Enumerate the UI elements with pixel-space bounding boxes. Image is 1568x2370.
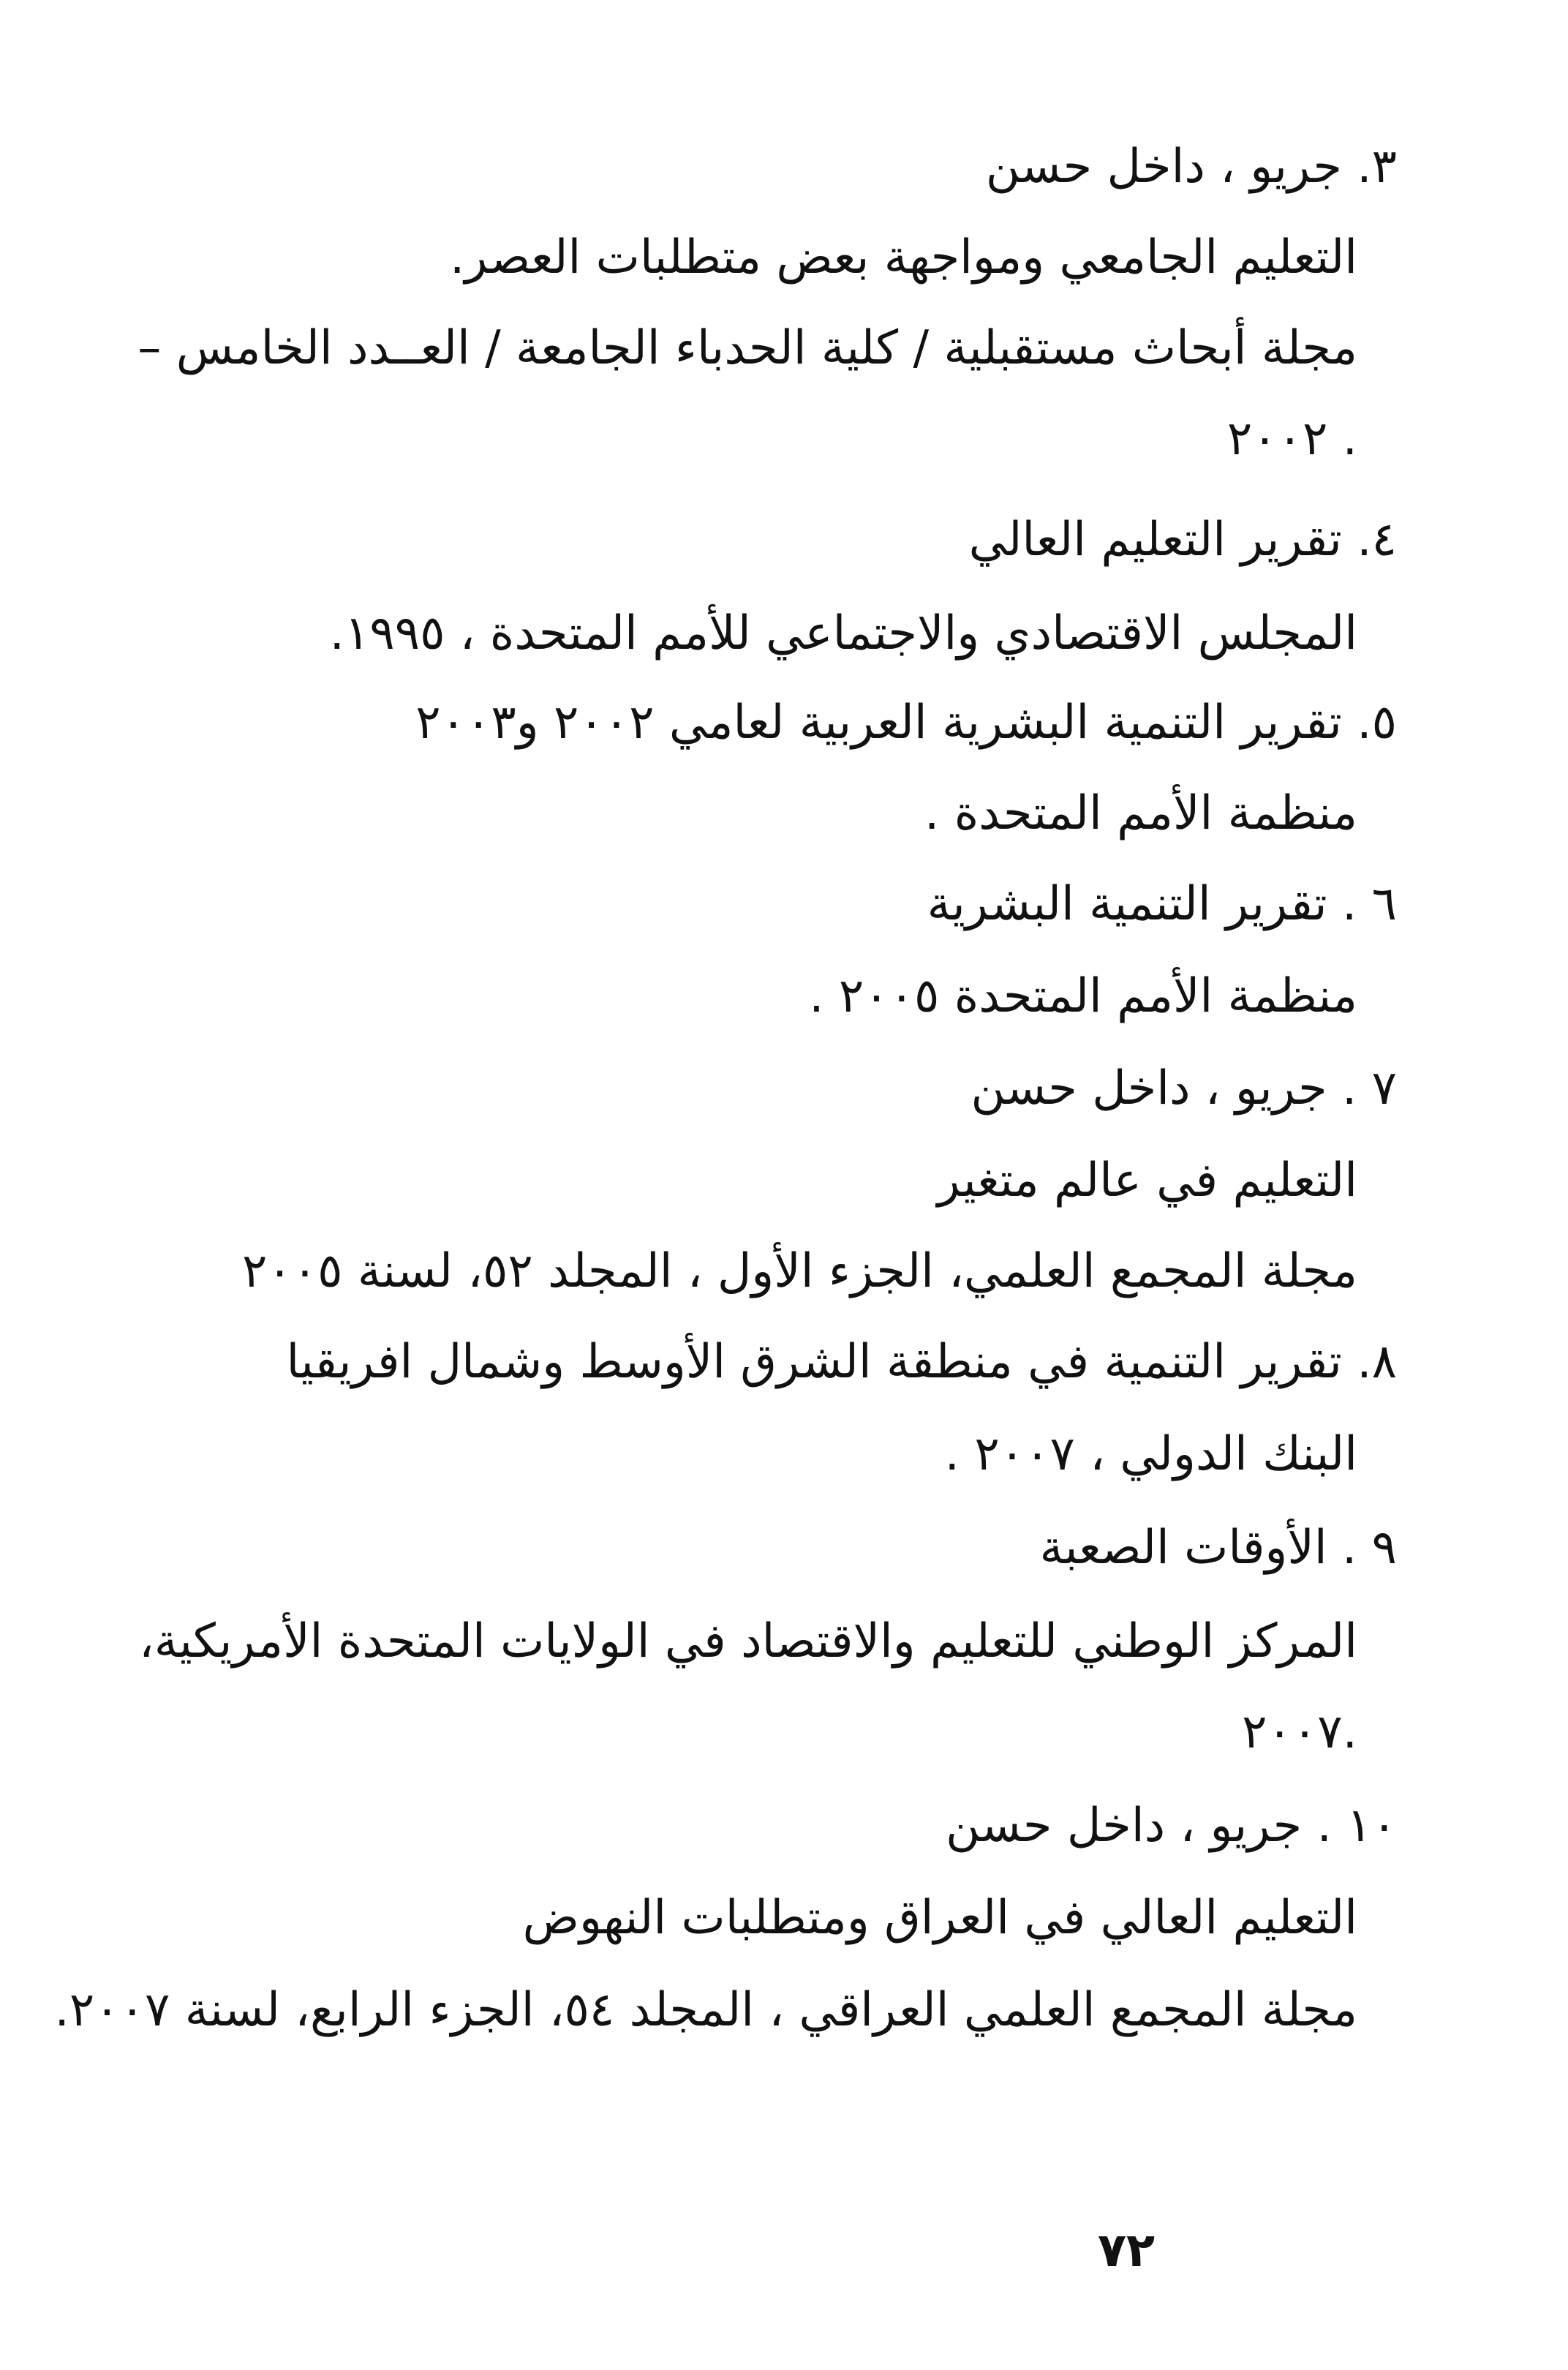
reference-heading: ٧ . جريو ، داخل حسن <box>970 1061 1397 1116</box>
reference-line: التعليم الجامعي ومواجهة بعض متطلبات العصر. <box>449 230 1357 285</box>
reference-heading: ٥. تقرير التنمية البشرية العربية لعامي ٢٠٠٢ و٢٠٠٣ <box>415 696 1397 750</box>
reference-line: التعليم في عالم متغير <box>937 1154 1357 1208</box>
reference-line: . ٢٠٠٢ <box>1226 412 1357 466</box>
reference-heading: ٤. تقرير التعليم العالي <box>968 513 1397 567</box>
reference-heading: ٦ . تقرير التنمية البشرية <box>927 877 1397 931</box>
reference-line: التعليم العالي في العراق ومتطلبات النهوض <box>522 1891 1357 1945</box>
reference-line: المركز الوطني للتعليم والاقتصاد في الولايات المتحدة الأمريكية، <box>139 1614 1357 1669</box>
reference-line: مجلة المجمع العلمي العراقي ، المجلد ٥٤، الجزء الرابع، لسنة ٢٠٠٧. <box>54 1983 1357 2037</box>
reference-line: .٢٠٠٧ <box>1242 1705 1357 1759</box>
reference-heading: ٩ . الأوقات الصعبة <box>1039 1521 1397 1575</box>
reference-line: المجلس الاقتصادي والاجتماعي للأمم المتحدة ، ١٩٩٥. <box>329 606 1357 661</box>
reference-line: البنك الدولي ، ٢٠٠٧ . <box>944 1427 1357 1481</box>
page-number: ٧٢ <box>1097 2224 1156 2278</box>
reference-heading: ٣. جريو ، داخل حسن <box>985 140 1397 194</box>
reference-line: مجلة أبحاث مستقبلية / كلية الحدباء الجامعة / العــدد الخامس – <box>137 321 1357 375</box>
reference-line: مجلة المجمع العلمي، الجزء الأول ، المجلد ٥٢، لسنة ٢٠٠٥ <box>241 1244 1357 1298</box>
reference-heading: ١٠ . جريو ، داخل حسن <box>946 1799 1397 1853</box>
reference-line: منظمة الأمم المتحدة ٢٠٠٥ . <box>809 969 1357 1023</box>
reference-line: منظمة الأمم المتحدة . <box>924 786 1357 840</box>
reference-heading: ٨. تقرير التنمية في منطقة الشرق الأوسط وشمال افريقيا <box>286 1335 1397 1389</box>
